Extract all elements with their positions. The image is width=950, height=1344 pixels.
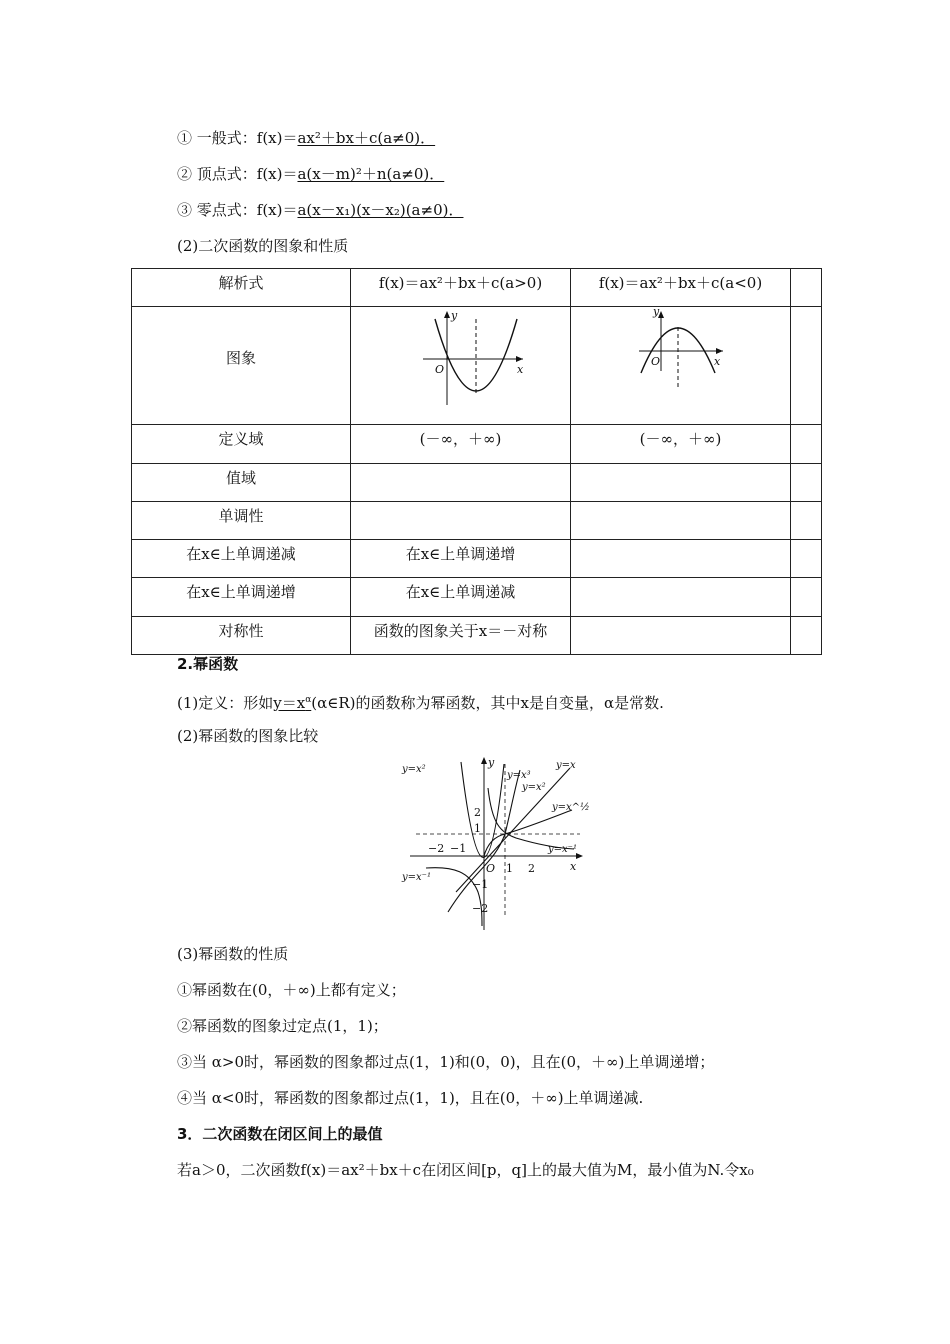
- table-cell: 对称性: [132, 617, 351, 655]
- table-row: [132, 578, 822, 617]
- table-cell: [791, 540, 822, 578]
- table-cell: [571, 502, 791, 540]
- downward-parabola-graph: [571, 307, 790, 420]
- table-cell: [791, 617, 822, 655]
- vertex-form-answer: a(x－m)²＋n(a≠0)．: [297, 165, 445, 183]
- table-cell: 在x∈上单调递增: [351, 540, 571, 578]
- x-axis-label: x: [570, 860, 577, 873]
- origin-label: O: [651, 355, 661, 368]
- table-cell: [571, 540, 791, 578]
- downward-parabola-cell: [571, 307, 791, 425]
- table-cell: 在x∈上单调递增: [132, 578, 351, 617]
- zero-form-line: [177, 200, 463, 220]
- table-header-cell: f(x)＝ax²＋bx＋c(a>0): [351, 269, 571, 307]
- tick-label: 1: [506, 862, 513, 875]
- x-arrow-icon: [576, 853, 583, 859]
- power-compare-title: (2)幂函数的图象比较: [177, 727, 319, 745]
- power-definition-prefix: (1)定义：形如: [177, 694, 274, 712]
- general-form-line: [177, 128, 435, 148]
- table-cell: [791, 425, 822, 464]
- quadratic-properties-table: [131, 268, 822, 655]
- general-form-label: ① 一般式：f(x)＝: [177, 129, 298, 147]
- curve-label: y=x²: [402, 764, 426, 775]
- table-cell: [571, 464, 791, 502]
- table-cell: [791, 502, 822, 540]
- table-cell: 函数的图象关于x＝－对称: [351, 617, 571, 655]
- section3-title: 3．二次函数在闭区间上的最值: [177, 1125, 383, 1143]
- table-cell: 定义域: [132, 425, 351, 464]
- curve-label: y=x⁻¹: [402, 872, 431, 883]
- y-axis-label: y: [451, 309, 458, 322]
- y-axis-label: y: [488, 756, 495, 769]
- y-arrow-icon: [444, 311, 450, 318]
- vertex-form-label: ② 顶点式：f(x)＝: [177, 165, 298, 183]
- y-axis-label: y: [653, 307, 660, 318]
- table-row: [132, 540, 822, 578]
- table-row: [132, 617, 822, 655]
- tick-label: −1: [450, 842, 467, 855]
- table-row: [132, 464, 822, 502]
- curve-label: y=x³: [507, 770, 531, 781]
- table-cell: [571, 578, 791, 617]
- table-header-cell: [791, 269, 822, 307]
- curve-label: y=x²: [522, 782, 546, 793]
- section2-title: (2)二次函数的图象和性质: [177, 237, 349, 255]
- curve-x-inverse-positive: [488, 788, 574, 849]
- y-arrow-icon: [481, 757, 487, 764]
- table-header-cell: 解析式: [132, 269, 351, 307]
- table-cell: 值域: [132, 464, 351, 502]
- x-arrow-icon: [516, 356, 523, 362]
- origin-label: O: [435, 363, 445, 376]
- tick-label: −1: [472, 878, 489, 891]
- table-cell: 在x∈上单调递减: [351, 578, 571, 617]
- table-cell: 在x∈上单调递减: [132, 540, 351, 578]
- power-property-2: ②幂函数的图象过定点(1，1)；: [177, 1017, 388, 1035]
- table-cell: (－∞，＋∞): [571, 425, 791, 464]
- table-cell: [791, 307, 822, 425]
- table-row: [132, 502, 822, 540]
- zero-form-answer: a(x－x₁)(x－x₂)(a≠0)．: [297, 201, 464, 219]
- tick-label: −2: [428, 842, 445, 855]
- x-arrow-icon: [716, 348, 723, 354]
- origin-label: O: [486, 862, 496, 875]
- table-cell: [791, 464, 822, 502]
- power-function-title: 2.幂函数: [177, 655, 239, 673]
- curve-x-squared: [461, 762, 504, 858]
- table-row: [132, 425, 822, 464]
- tick-label: 2: [528, 862, 535, 875]
- tick-label: 1: [474, 822, 481, 835]
- table-cell: [571, 617, 791, 655]
- x-axis-label: x: [517, 363, 524, 376]
- tick-label: −2: [472, 902, 489, 915]
- section3-text: 若a＞0，二次函数f(x)＝ax²＋bx＋c在闭区间[p，q]上的最大值为M，最小值为N.令x₀: [177, 1161, 754, 1179]
- table-cell: 单调性: [132, 502, 351, 540]
- curve-label: y=x^½: [552, 802, 590, 813]
- table-cell: [791, 578, 822, 617]
- curve-label: y=x: [556, 760, 576, 771]
- power-definition-formula: $y=x^\alpha$: [273, 694, 312, 712]
- power-property-3: ③当 α>0时，幂函数的图象都过点(1，1)和(0，0)，且在(0，＋∞)上单调递增；: [177, 1053, 715, 1071]
- table-header-row: [132, 269, 822, 307]
- curve-label: y=x⁻¹: [548, 844, 577, 855]
- curve-x-inverse-negative: [426, 868, 482, 926]
- zero-form-label: ③ 零点式：f(x)＝: [177, 201, 298, 219]
- power-properties-title: (3)幂函数的性质: [177, 945, 289, 963]
- table-cell: [351, 502, 571, 540]
- tick-label: 2: [474, 806, 481, 819]
- upward-parabola-graph: [351, 307, 570, 420]
- vertex-form-line: [177, 164, 444, 184]
- upward-parabola-cell: [351, 307, 571, 425]
- power-property-1: ①幂函数在(0，＋∞)上都有定义；: [177, 981, 406, 999]
- general-form-answer: ax²＋bx＋c(a≠0)．: [297, 129, 436, 147]
- power-definition-line: [177, 690, 664, 713]
- power-property-4: ④当 α<0时，幂函数的图象都过点(1，1)，且在(0，＋∞)上单调递减.: [177, 1089, 644, 1107]
- x-axis-label: x: [714, 355, 721, 368]
- power-function-graph: [396, 752, 591, 934]
- table-header-cell: f(x)＝ax²＋bx＋c(a<0): [571, 269, 791, 307]
- table-graph-row: [132, 307, 822, 425]
- table-cell: [351, 464, 571, 502]
- power-definition-suffix: (α∈R)的函数称为幂函数，其中x是自变量，α是常数.: [311, 694, 664, 712]
- table-cell: (－∞，＋∞): [351, 425, 571, 464]
- graph-label-cell: 图象: [132, 307, 351, 425]
